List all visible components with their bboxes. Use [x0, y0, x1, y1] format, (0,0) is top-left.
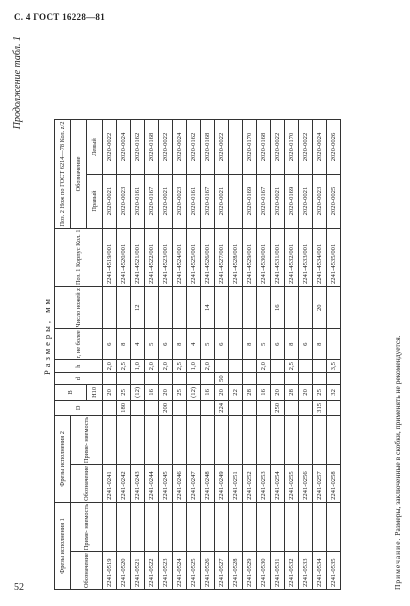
table-row	[215, 120, 229, 590]
table-row	[159, 120, 173, 590]
cell-knife-left: 2020-0168	[201, 120, 215, 174]
cell-empty	[187, 502, 201, 551]
cell-knife-right: 2020-0023	[117, 174, 131, 228]
cell-body: 2241-4519/001	[103, 228, 117, 287]
cell-designation-1: 2241-0528	[229, 552, 243, 590]
col-applicability-1: Приме- няемость	[71, 502, 103, 551]
cell-knife-left: 2020-0162	[131, 120, 145, 174]
cell-body: 2241-4523/001	[159, 228, 173, 287]
cell-designation-1: 2241-0525	[187, 552, 201, 590]
cell-knife-left: 2020-0024	[313, 120, 327, 174]
cell-empty	[257, 502, 271, 551]
cell-knife-right: 2020-0021	[215, 174, 229, 228]
cell-h	[271, 360, 285, 373]
cell-knife-right: 2020-0021	[271, 174, 285, 228]
cell-designation-2: 2241-0249	[215, 465, 229, 503]
cell-r: 5	[145, 329, 159, 360]
col-left: Левый	[87, 120, 103, 174]
cell-body: 2241-4534/001	[313, 228, 327, 287]
cell-empty	[271, 415, 285, 464]
table-row	[187, 120, 201, 590]
cell-designation-2: 2241-0254	[271, 465, 285, 503]
table-row	[145, 120, 159, 590]
cell-designation-2: 2241-0255	[285, 465, 299, 503]
cell-designation-2: 2241-0241	[103, 465, 117, 503]
cell-knife-right: 2020-0167	[257, 174, 271, 228]
dimensions-caption: Размеры, мм	[42, 296, 52, 375]
cell-D	[327, 400, 341, 415]
cell-designation-1: 2241-0531	[271, 552, 285, 590]
cell-d	[187, 373, 201, 385]
cell-empty	[201, 415, 215, 464]
cell-empty	[145, 502, 159, 551]
cell-knife-right: 2020-0021	[299, 174, 313, 228]
cell-knife-right: 2020-0169	[243, 174, 257, 228]
cell-d	[243, 373, 257, 385]
cell-r: 4	[131, 329, 145, 360]
cell-body: 2241-4529/001	[243, 228, 257, 287]
cell-designation-1: 2241-0526	[201, 552, 215, 590]
cell-designation-2: 2241-0242	[117, 465, 131, 503]
cell-d	[201, 373, 215, 385]
cell-body: 2241-4528/001	[229, 228, 243, 287]
cell-D	[131, 400, 145, 415]
cell-D: 250	[271, 400, 285, 415]
cell-empty	[117, 415, 131, 464]
cell-body: 2241-4521/001	[131, 228, 145, 287]
cell-d: 50	[215, 373, 229, 385]
cell-empty	[173, 415, 187, 464]
cell-designation-2: 2241-0244	[145, 465, 159, 503]
cell-r: 8	[173, 329, 187, 360]
cell-z	[229, 287, 243, 329]
cell-empty	[159, 415, 173, 464]
rotated-table-area	[12, 30, 407, 590]
cell-body: 2241-4522/001	[145, 228, 159, 287]
cell-B: 25	[117, 384, 131, 400]
cell-designation-2: 2241-0245	[159, 465, 173, 503]
cell-B: 28	[243, 384, 257, 400]
cell-B: 20	[215, 384, 229, 400]
cell-B: 28	[285, 384, 299, 400]
cell-z: 20	[313, 287, 327, 329]
cell-z	[285, 287, 299, 329]
cell-knife-right: 2020-0161	[131, 174, 145, 228]
cell-d	[327, 373, 341, 385]
cell-r: 8	[243, 329, 257, 360]
cell-d	[145, 373, 159, 385]
cell-h: 2,0	[103, 360, 117, 373]
cell-knife-left: 2020-0022	[271, 120, 285, 174]
cell-designation-1: 2241-0532	[285, 552, 299, 590]
cell-h: 1,0	[187, 360, 201, 373]
cell-designation-2: 2241-0252	[243, 465, 257, 503]
cell-designation-2: 2241-0256	[299, 465, 313, 503]
cell-knife-right	[229, 174, 243, 228]
cell-r: 4	[187, 329, 201, 360]
cell-d	[299, 373, 313, 385]
cell-h: 2,0	[145, 360, 159, 373]
cell-designation-1: 2241-0524	[173, 552, 187, 590]
cutters-table	[54, 119, 341, 590]
cell-h: 1,0	[131, 360, 145, 373]
cell-empty	[131, 502, 145, 551]
cell-D: 180	[117, 400, 131, 415]
cell-d	[313, 373, 327, 385]
cell-empty	[145, 415, 159, 464]
cell-empty	[215, 415, 229, 464]
cell-D	[257, 400, 271, 415]
col-h: h	[55, 360, 103, 373]
cell-z	[187, 287, 201, 329]
cell-designation-1: 2241-0527	[215, 552, 229, 590]
cell-h	[229, 360, 243, 373]
note-text: Размеры, заключенные в скобки, применять не рекомендуется.	[393, 335, 402, 536]
table-row	[131, 120, 145, 590]
table-row	[313, 120, 327, 590]
cell-r: 6	[103, 329, 117, 360]
cell-empty	[159, 502, 173, 551]
cell-B: 32	[327, 384, 341, 400]
cell-z	[103, 287, 117, 329]
cell-designation-2: 2241-0247	[187, 465, 201, 503]
cell-d	[159, 373, 173, 385]
cell-designation-2: 2241-0253	[257, 465, 271, 503]
cell-knife-right: 2020-0167	[145, 174, 159, 228]
cell-B: 20	[103, 384, 117, 400]
cell-d	[257, 373, 271, 385]
cell-knife-left: 2020-0170	[243, 120, 257, 174]
page-number: 52	[14, 582, 24, 593]
cell-empty	[131, 415, 145, 464]
cell-r: 8	[285, 329, 299, 360]
cell-designation-1: 2241-0523	[159, 552, 173, 590]
cell-B: (12)	[131, 384, 145, 400]
cell-body: 2241-4532/001	[285, 228, 299, 287]
cell-body: 2241-4524/001	[173, 228, 187, 287]
cell-designation-1: 2241-0522	[145, 552, 159, 590]
cell-empty	[173, 502, 187, 551]
cell-knife-right: 2020-0167	[201, 174, 215, 228]
cell-designation-2: 2241-0248	[201, 465, 215, 503]
cell-knife-right: 2020-0169	[285, 174, 299, 228]
cell-z	[327, 287, 341, 329]
cell-designation-2: 2241-0243	[131, 465, 145, 503]
cell-designation-2: 2241-0246	[173, 465, 187, 503]
cell-D	[145, 400, 159, 415]
cell-B: 25	[173, 384, 187, 400]
cell-D	[299, 400, 313, 415]
cell-z: 14	[201, 287, 215, 329]
col-D: D	[55, 400, 103, 415]
cell-h: 2,0	[159, 360, 173, 373]
table-row	[229, 120, 243, 590]
cell-body: 2241-4525/001	[187, 228, 201, 287]
col-right: Правый	[87, 174, 103, 228]
cell-body: 2241-4527/001	[215, 228, 229, 287]
table-row	[257, 120, 271, 590]
cell-z	[173, 287, 187, 329]
cell-d	[271, 373, 285, 385]
cell-designation-1: 2241-0529	[243, 552, 257, 590]
cell-knife-left: 2020-0168	[145, 120, 159, 174]
cell-empty	[327, 415, 341, 464]
cell-designation-1: 2241-0519	[103, 552, 117, 590]
cell-empty	[117, 502, 131, 551]
cell-d	[103, 373, 117, 385]
col-knife-designation: Обозначение	[71, 120, 87, 228]
cell-knife-right: 2020-0023	[173, 174, 187, 228]
cell-z: 12	[131, 287, 145, 329]
cell-h: 2,5	[117, 360, 131, 373]
cell-B: 16	[201, 384, 215, 400]
cell-h	[243, 360, 257, 373]
col-r: r, не более	[55, 329, 103, 360]
cell-D: 315	[313, 400, 327, 415]
continuation-caption: Продолжение табл. 1	[12, 36, 23, 130]
cell-knife-right: 2020-0025	[327, 174, 341, 228]
table-row	[117, 120, 131, 590]
cell-body: 2241-4530/001	[257, 228, 271, 287]
cell-r	[229, 329, 243, 360]
cell-B: 20	[299, 384, 313, 400]
cell-designation-1: 2241-0520	[117, 552, 131, 590]
cell-D	[201, 400, 215, 415]
col-knife: Поз. 2 Нож по ГОСТ 6214—78 Кол. z/2	[55, 120, 71, 228]
cell-B: (12)	[187, 384, 201, 400]
cell-knife-left	[229, 120, 243, 174]
cell-empty	[215, 502, 229, 551]
cell-z	[159, 287, 173, 329]
cell-empty	[313, 502, 327, 551]
cell-B: 20	[271, 384, 285, 400]
cell-designation-1: 2241-0521	[131, 552, 145, 590]
cell-knife-left: 2020-0024	[173, 120, 187, 174]
col-d: d	[55, 373, 103, 385]
cell-B: 25	[313, 384, 327, 400]
cell-z: 16	[271, 287, 285, 329]
cell-empty	[327, 502, 341, 551]
cell-empty	[243, 415, 257, 464]
cell-h: 2,5	[285, 360, 299, 373]
cell-z	[117, 287, 131, 329]
cell-body: 2241-4526/001	[201, 228, 215, 287]
cell-h: 3,5	[327, 360, 341, 373]
cell-z	[215, 287, 229, 329]
cell-r: 6	[299, 329, 313, 360]
cell-D: 200	[159, 400, 173, 415]
table-row	[243, 120, 257, 590]
page-header: С. 4 ГОСТ 16228—81	[14, 12, 106, 22]
col-designation-1: Обозначение	[71, 552, 103, 590]
cell-knife-left: 2020-0162	[187, 120, 201, 174]
cell-body: 2241-4520/001	[117, 228, 131, 287]
cell-body: 2241-4535/001	[327, 228, 341, 287]
cell-h: 2,0	[201, 360, 215, 373]
cell-empty	[103, 415, 117, 464]
cell-B: 20	[159, 384, 173, 400]
cell-d	[131, 373, 145, 385]
cell-empty	[103, 502, 117, 551]
cell-empty	[229, 415, 243, 464]
col-body: Поз. 1 Корпус Кол. 1	[55, 228, 103, 287]
col-cutters2: Фрезы исполнения 2	[55, 415, 71, 502]
cell-h: 2,0	[257, 360, 271, 373]
cell-B: 16	[145, 384, 159, 400]
cell-knife-left: 2020-0024	[117, 120, 131, 174]
col-cutters1: Фрезы исполнения 1	[55, 502, 71, 589]
cell-z	[243, 287, 257, 329]
cell-D	[229, 400, 243, 415]
cell-knife-right: 2020-0023	[313, 174, 327, 228]
table-row	[327, 120, 341, 590]
cell-knife-right: 2020-0161	[187, 174, 201, 228]
cell-r: 6	[159, 329, 173, 360]
cell-h	[313, 360, 327, 373]
cell-B: 22	[229, 384, 243, 400]
cell-z	[145, 287, 159, 329]
cell-D	[285, 400, 299, 415]
cell-r	[327, 329, 341, 360]
cell-knife-left: 2020-0170	[285, 120, 299, 174]
cell-empty	[187, 415, 201, 464]
cell-z	[299, 287, 313, 329]
table-row	[201, 120, 215, 590]
cell-knife-left: 2020-0022	[215, 120, 229, 174]
cell-z	[257, 287, 271, 329]
table-row	[103, 120, 117, 590]
cell-r: 6	[271, 329, 285, 360]
cell-D	[243, 400, 257, 415]
cell-knife-right: 2020-0021	[103, 174, 117, 228]
table-note	[393, 335, 402, 590]
cell-knife-left: 2020-0026	[327, 120, 341, 174]
table-row	[271, 120, 285, 590]
cell-designation-2: 2241-0251	[229, 465, 243, 503]
cell-empty	[257, 415, 271, 464]
cell-r: 8	[313, 329, 327, 360]
cell-knife-left: 2020-0022	[299, 120, 313, 174]
cell-designation-1: 2241-0530	[257, 552, 271, 590]
cell-h	[299, 360, 313, 373]
cell-empty	[299, 502, 313, 551]
col-B-tolerance: H10	[87, 384, 103, 400]
cell-B: 16	[257, 384, 271, 400]
cell-D: 224	[215, 400, 229, 415]
col-applicability-2: Приме- няемость	[71, 415, 103, 464]
table-row	[173, 120, 187, 590]
table-row	[299, 120, 313, 590]
cell-d	[229, 373, 243, 385]
cell-r: 5	[201, 329, 215, 360]
cell-empty	[285, 415, 299, 464]
cell-r: 5	[257, 329, 271, 360]
cell-d	[285, 373, 299, 385]
cell-D	[103, 400, 117, 415]
cell-designation-1: 2241-0535	[327, 552, 341, 590]
col-B: B	[55, 384, 87, 400]
cell-empty	[299, 415, 313, 464]
cell-body: 2241-4531/001	[271, 228, 285, 287]
cell-r: 6	[215, 329, 229, 360]
cell-empty	[285, 502, 299, 551]
cell-designation-1: 2241-0533	[299, 552, 313, 590]
note-label: Примечание.	[393, 537, 402, 590]
cell-D	[187, 400, 201, 415]
cell-empty	[229, 502, 243, 551]
cell-designation-2: 2241-0257	[313, 465, 327, 503]
col-teeth: Число ножей z	[55, 287, 103, 329]
col-designation-2: Обозначение	[71, 465, 103, 503]
cell-knife-left: 2020-0168	[257, 120, 271, 174]
cell-h: 2,5	[173, 360, 187, 373]
cell-D	[173, 400, 187, 415]
table-row	[285, 120, 299, 590]
cell-designation-1: 2241-0534	[313, 552, 327, 590]
cell-knife-right: 2020-0021	[159, 174, 173, 228]
cell-empty	[243, 502, 257, 551]
cell-d	[117, 373, 131, 385]
cell-d	[173, 373, 187, 385]
cell-empty	[313, 415, 327, 464]
cell-knife-left: 2020-0022	[103, 120, 117, 174]
cell-r: 8	[117, 329, 131, 360]
cell-h	[215, 360, 229, 373]
cell-empty	[271, 502, 285, 551]
cell-body: 2241-4533/001	[299, 228, 313, 287]
cell-empty	[201, 502, 215, 551]
cell-knife-left: 2020-0022	[159, 120, 173, 174]
cell-designation-2: 2241-0258	[327, 465, 341, 503]
